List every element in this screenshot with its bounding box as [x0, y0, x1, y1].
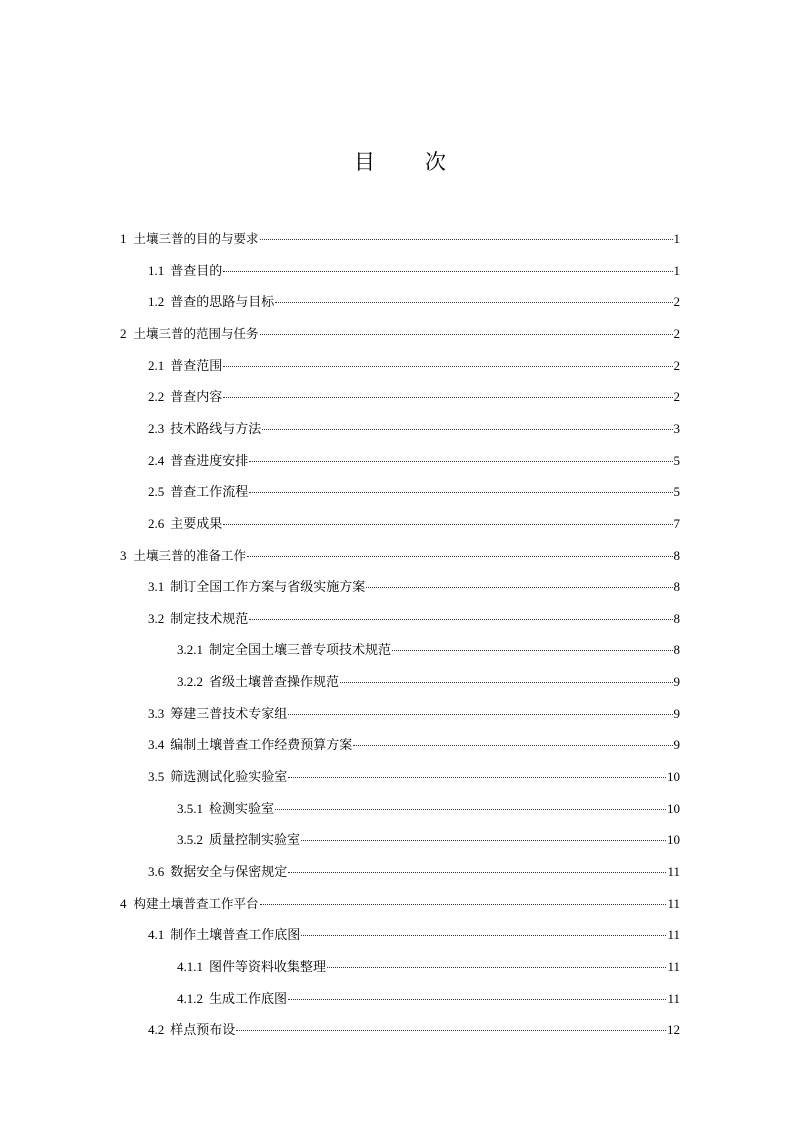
dot-leader	[223, 270, 672, 272]
dot-leader	[301, 934, 666, 936]
toc-entry[interactable]	[148, 355, 680, 377]
toc-entry[interactable]	[177, 798, 680, 820]
toc-entry[interactable]	[148, 766, 680, 788]
toc-section-title: 制订全国工作方案与省级实施方案	[170, 579, 366, 595]
page-title	[0, 146, 800, 176]
toc-section-number: 3.2	[148, 610, 165, 626]
toc-entry[interactable]	[120, 228, 680, 250]
toc-entry[interactable]	[177, 829, 680, 851]
dot-leader	[223, 396, 672, 398]
toc-section-title: 土壤三普的范围与任务	[133, 325, 259, 341]
toc-entry-label	[177, 956, 326, 978]
dot-leader	[249, 618, 672, 620]
toc-section-number: 3.3	[148, 705, 165, 721]
toc-section-title: 普查工作流程	[170, 484, 249, 500]
toc-entry-label	[148, 576, 365, 598]
toc-entry[interactable]	[148, 608, 680, 630]
toc-entry-label	[120, 323, 259, 345]
dot-leader	[301, 839, 666, 841]
toc-page-number: 2	[673, 389, 680, 405]
toc-section-number: 3.5.2	[177, 832, 203, 848]
toc-page-number: 11	[667, 927, 680, 943]
toc-section-title: 数据安全与保密规定	[170, 864, 288, 879]
toc-section-title: 图件等资料收集整理	[209, 958, 327, 974]
toc-page-number: 5	[673, 452, 680, 468]
toc-section-title: 筛选测试化验实验室	[170, 769, 288, 785]
toc-entry-label	[148, 734, 352, 756]
toc-entry-label	[177, 639, 391, 661]
toc-section-number: 4	[120, 895, 127, 911]
toc-page-number: 8	[673, 579, 680, 595]
toc-page-number: 12	[667, 1022, 680, 1038]
dot-leader	[249, 460, 672, 462]
toc-entry[interactable]	[148, 291, 680, 313]
toc-entry[interactable]	[120, 545, 680, 567]
toc-entry-label	[148, 924, 300, 946]
toc-entry[interactable]	[177, 988, 680, 1010]
toc-entry[interactable]	[148, 260, 680, 282]
toc-section-title: 筹建三普技术专家组	[170, 705, 288, 721]
toc-page-number: 9	[673, 737, 680, 753]
toc-section-number: 4.1	[148, 927, 165, 943]
toc-page-number: 9	[673, 674, 680, 690]
toc-section-title: 主要成果	[170, 515, 223, 531]
toc-section-title: 制定全国土壤三普专项技术规范	[209, 642, 392, 658]
toc-entry-label	[148, 861, 287, 883]
toc-page-number: 11	[667, 990, 680, 1006]
dot-leader	[288, 871, 666, 873]
toc-page-number: 1	[673, 231, 680, 246]
toc-entry-label	[148, 1019, 235, 1041]
toc-entry[interactable]	[148, 513, 680, 535]
toc-entry[interactable]	[177, 956, 680, 978]
toc-entry-label	[148, 703, 287, 725]
toc-entry[interactable]	[148, 703, 680, 725]
toc-entry[interactable]	[148, 481, 680, 503]
toc-section-title: 普查目的	[170, 262, 223, 278]
toc-page-number: 2	[673, 325, 680, 341]
toc-entry[interactable]	[148, 418, 680, 440]
toc-section-number: 2.5	[148, 484, 165, 500]
toc-entry[interactable]	[148, 576, 680, 598]
toc-section-number: 4.2	[148, 1022, 165, 1038]
toc-section-title: 省级土壤普查操作规范	[209, 674, 340, 690]
toc-section-title: 质量控制实验室	[209, 832, 301, 848]
toc-entry-label	[148, 450, 248, 472]
toc-section-title: 普查范围	[170, 357, 223, 373]
toc-section-number: 2.4	[148, 452, 165, 468]
toc-section-title: 检测实验室	[209, 800, 275, 816]
dot-leader	[262, 428, 672, 430]
dot-leader	[288, 998, 666, 1000]
toc-entry[interactable]	[177, 639, 680, 661]
toc-section-title: 技术路线与方法	[170, 420, 262, 436]
toc-section-title: 生成工作底图	[209, 990, 288, 1006]
toc-section-number: 1.2	[148, 294, 165, 310]
toc-page-number: 2	[673, 294, 680, 310]
toc-page-number: 11	[667, 895, 680, 911]
dot-leader	[260, 238, 673, 240]
toc-entry[interactable]	[148, 386, 680, 408]
toc-section-number: 2.2	[148, 389, 165, 405]
toc-page-number: 8	[673, 642, 680, 658]
toc-entry[interactable]	[120, 893, 680, 915]
toc-section-number: 2	[120, 325, 127, 341]
toc-section-title: 土壤三普的目的与要求	[133, 231, 259, 246]
toc-section-number: 2.3	[148, 420, 165, 436]
toc-section-number: 3.6	[148, 864, 165, 879]
toc-section-number: 3.2.2	[177, 674, 203, 690]
toc-entry-label	[177, 671, 339, 693]
title-char-1: 目	[354, 150, 375, 174]
toc-entry[interactable]	[148, 734, 680, 756]
dot-leader	[340, 681, 672, 683]
toc-entry-label	[148, 291, 274, 313]
toc-section-number: 1	[120, 231, 127, 246]
dot-leader	[236, 1029, 666, 1031]
toc-entry-label	[177, 829, 300, 851]
toc-entry-label	[120, 545, 246, 567]
toc-section-number: 3.4	[148, 737, 165, 753]
toc-section-title: 普查内容	[170, 389, 223, 405]
dot-leader	[353, 744, 672, 746]
toc-entry-label	[177, 798, 274, 820]
toc-entry[interactable]	[148, 924, 680, 946]
title-char-2: 次	[425, 150, 446, 174]
toc-section-number: 3.5	[148, 769, 165, 785]
toc-page-number: 11	[667, 958, 680, 974]
toc-page-number: 10	[667, 769, 680, 785]
toc-page-number: 9	[673, 705, 680, 721]
toc-page-number: 8	[673, 547, 680, 563]
toc-section-title: 编制土壤普查工作经费预算方案	[170, 737, 353, 753]
toc-section-number: 4.1.2	[177, 990, 203, 1006]
toc-section-title: 制作土壤普查工作底图	[170, 927, 301, 943]
toc-section-number: 3	[120, 547, 127, 563]
toc-entry-label	[148, 260, 222, 282]
toc-entry-label	[148, 766, 287, 788]
dot-leader	[260, 903, 667, 905]
toc-entry[interactable]	[148, 861, 680, 883]
toc-entry-label	[148, 355, 222, 377]
toc-page-number: 11	[667, 864, 680, 879]
dot-leader	[223, 365, 672, 367]
dot-leader	[223, 523, 672, 525]
toc-section-number: 3.5.1	[177, 800, 203, 816]
dot-leader	[275, 808, 666, 810]
toc-entry-label	[148, 418, 261, 440]
dot-leader	[327, 966, 666, 968]
toc-section-title: 普查进度安排	[170, 452, 249, 468]
toc-entry-label	[148, 386, 222, 408]
toc-page-number: 1	[673, 262, 680, 278]
toc-section-title: 土壤三普的准备工作	[133, 547, 247, 563]
toc-section-title: 制定技术规范	[170, 610, 249, 626]
dot-leader	[249, 491, 672, 493]
toc-page-number: 8	[673, 610, 680, 626]
dot-leader	[275, 301, 672, 303]
dot-leader	[247, 555, 672, 557]
toc-entry-label	[148, 481, 248, 503]
toc-page-number: 10	[667, 832, 680, 848]
toc-section-title: 构建土壤普查工作平台	[133, 895, 259, 911]
toc-section-title: 样点预布设	[170, 1022, 236, 1038]
toc-entry[interactable]	[148, 1019, 680, 1041]
toc-section-title: 普查的思路与目标	[170, 294, 275, 310]
toc-section-number: 2.1	[148, 357, 165, 373]
dot-leader	[392, 649, 672, 651]
toc-entry-label	[148, 513, 222, 535]
toc-entry-label	[148, 608, 248, 630]
toc-section-number: 1.1	[148, 262, 165, 278]
toc-page-number: 10	[667, 800, 680, 816]
toc-section-number: 3.1	[148, 579, 165, 595]
dot-leader	[366, 586, 672, 588]
toc-entry-label	[177, 988, 287, 1010]
toc-page-number: 5	[673, 484, 680, 500]
toc-entry[interactable]	[177, 671, 680, 693]
dot-leader	[288, 776, 666, 778]
toc-section-number: 3.2.1	[177, 642, 203, 658]
dot-leader	[260, 333, 673, 335]
toc-page-number: 7	[673, 515, 680, 531]
toc-section-number: 2.6	[148, 515, 165, 531]
toc-entry-label	[120, 893, 259, 915]
dot-leader	[288, 713, 672, 715]
toc-section-number: 4.1.1	[177, 958, 203, 974]
toc-entry[interactable]	[148, 450, 680, 472]
toc-page-number: 3	[673, 420, 680, 436]
toc-page-number: 2	[673, 357, 680, 373]
toc-entry[interactable]	[120, 323, 680, 345]
toc-entry-label	[120, 228, 259, 250]
